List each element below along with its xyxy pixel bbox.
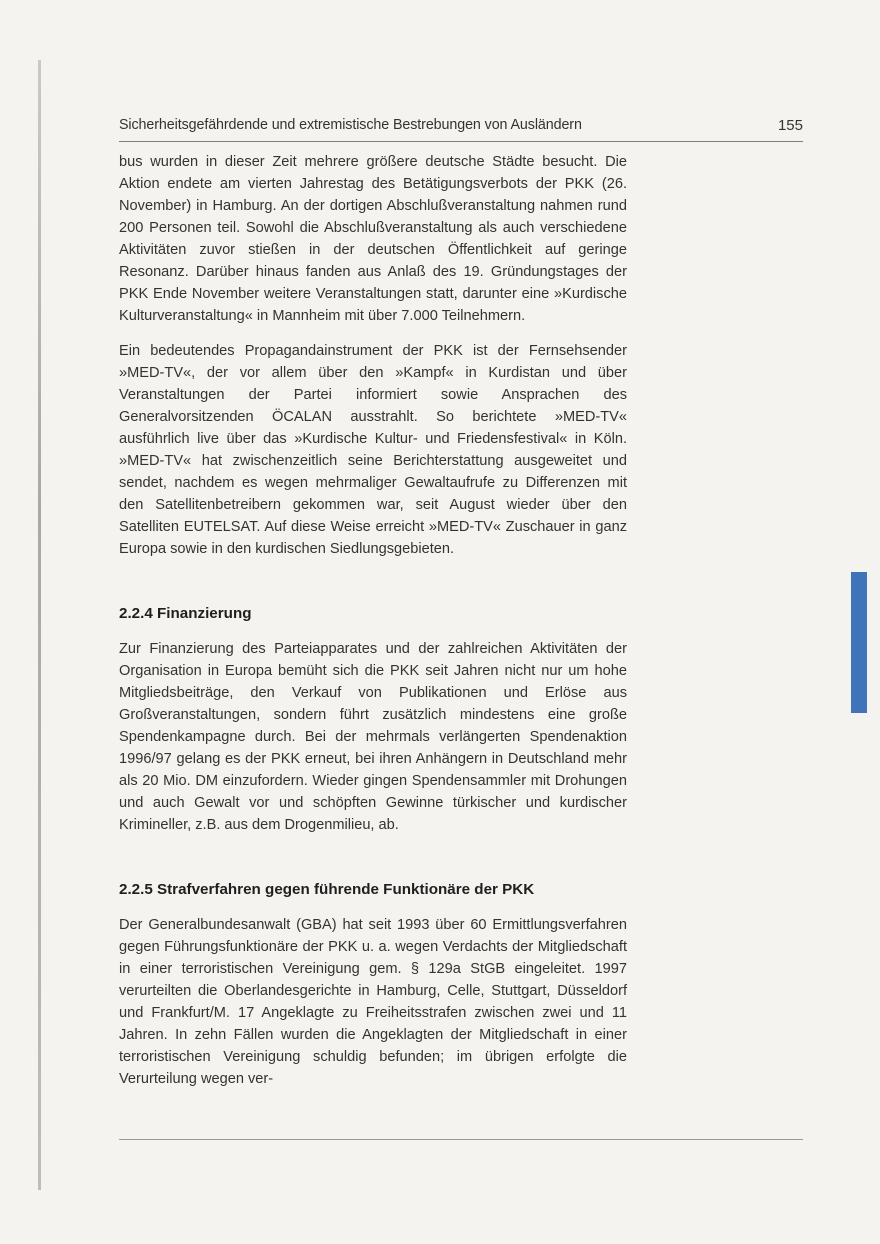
section-heading-finanzierung: 2.2.4 Finanzierung [119,605,252,622]
footer-rule [119,1139,803,1140]
scan-page-edge [38,60,41,1190]
page-number: 155 [777,117,803,134]
section-heading-strafverfahren: 2.2.5 Strafverfahren gegen führende Funktionäre der PKK [119,881,535,898]
chapter-thumb-tab [851,572,867,713]
paragraph-intro-2: Ein bedeutendes Propagandainstrument der PKK ist der Fernsehsender »MED-TV«, der vor allem über den »Kampf« in Kurdistan und über Veranstaltungen der Partei informiert sowie Ansprachen des Generalvorsitzenden ÖCALAN ausstrahlt. So berichtete »MED-TV« ausführlich live über das »Kurdische Kultur- und Friedensfestival« in Köln. »MED-TV« hat zwischenzeitlich seine Berichterstattung ausgeweitet und sendet, nachdem es wegen mehrmaliger Gewaltaufrufe zu Differenzen mit den Satellitenbetreibern gekommen war, seit August wieder über den Satelliten EUTELSAT. Auf diese Weise erreicht »MED-TV« Zuschauer in ganz Europa sowie in den kurdischen Siedlungsgebieten. [119,343,627,557]
running-header-title: Sicherheitsgefährdende und extremistische Bestrebungen von Ausländern [119,117,582,133]
paragraph-intro-1: bus wurden in dieser Zeit mehrere größere deutsche Städte besucht. Die Aktion endete am vierten Jahrestag des Betätigungsverbots der PKK (26. November) in Hamburg. An der dortigen Abschlußveranstaltung nahmen rund 200 Personen teil. Sowohl die Abschlußveranstaltung als auch verschiedene Aktivitäten zuvor stießen in der deutschen Öffentlichkeit auf geringe Resonanz. Darüber hinaus fanden aus Anlaß des 19. Gründungstages der PKK Ende November weitere Veranstaltungen statt, darunter eine »Kurdische Kulturveranstaltung« in Mannheim mit über 7.000 Teilnehmern. [119,154,627,324]
paragraph-strafverfahren: Der Generalbundesanwalt (GBA) hat seit 1993 über 60 Ermittlungsverfahren gegen Führungsfunktionäre der PKK u. a. wegen Verdachts der Mitgliedschaft in einer terroristischen Vereinigung gem. § 129a StGB eingeleitet. 1997 verurteilten die Oberlandesgerichte in Hamburg, Celle, Stuttgart, Düsseldorf und Frankfurt/M. 17 Angeklagte zu Freiheitsstrafen zwischen zwei und 11 Jahren. In zehn Fällen wurden die Angeklagten der Mitgliedschaft in einer terroristischen Vereinigung schuldig befunden; im übrigen erfolgte die Verurteilung wegen ver- [119,917,627,1087]
paragraph-finanzierung: Zur Finanzierung des Parteiapparates und der zahlreichen Aktivitäten der Organisation in Europa bemüht sich die PKK seit Jahren nicht nur um hohe Mitgliedsbeiträge, den Verkauf von Publikationen und Erlöse aus Großveranstaltungen, sondern führt zusätzlich mindestens eine große Spendenkampagne durch. Bei der mehrmals verlängerten Spendenaktion 1996/97 gelang es der PKK erneut, bei ihren Anhängern in Deutschland mehr als 20 Mio. DM einzufordern. Wieder gingen Spendensammler mit Drohungen und auch Gewalt vor und schöpften Gewinne türkischer und kurdischer Krimineller, z.B. aus dem Drogenmilieu, ab. [119,641,627,833]
main-text-column [119,151,627,1090]
running-header [119,117,803,142]
